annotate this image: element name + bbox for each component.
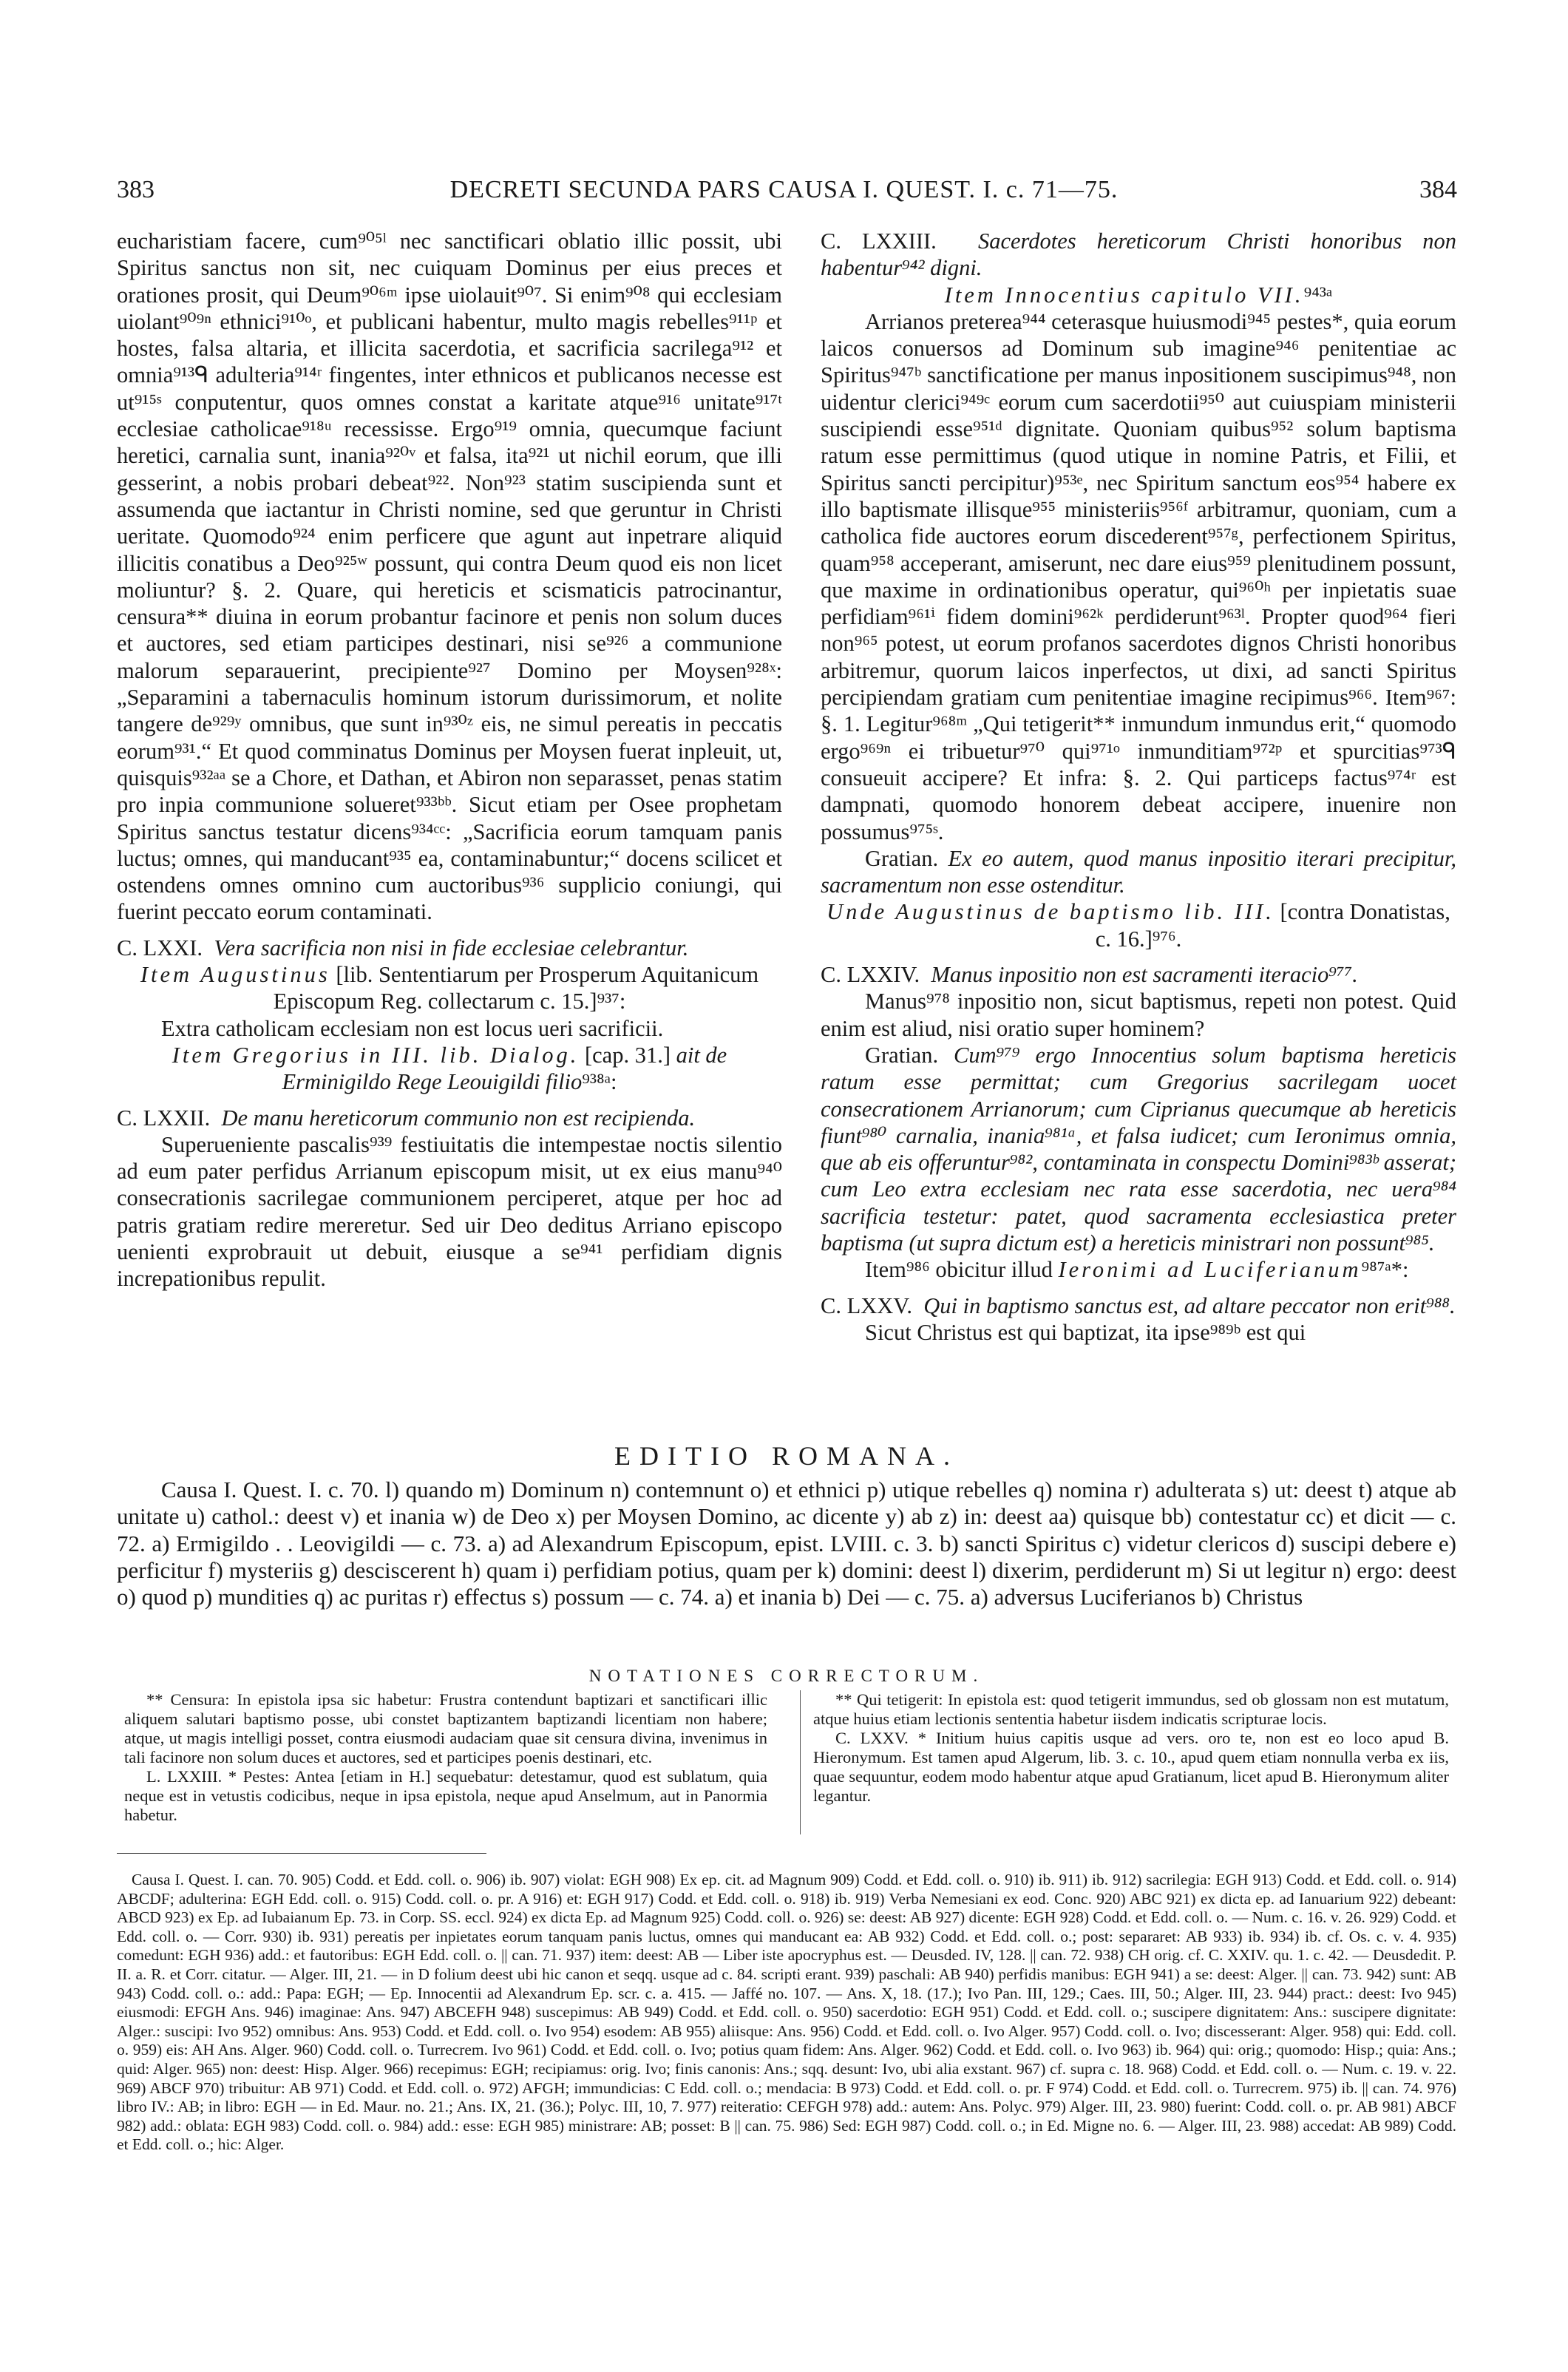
canon-73-heading [821, 228, 1456, 282]
gratian-dictum-1 [821, 845, 1456, 899]
source-author: Item Augustinus [140, 962, 330, 988]
canon-73-source [821, 282, 1456, 308]
notationes-left [124, 1690, 767, 1825]
editio-romana-text: Causa I. Quest. I. c. 70. l) quando m) Dominum n) contemnunt o) et ethnici p) utique rebelles q) nomina r) adulterata s) ut: deest t) atque ab unitate u) cathol.: deest v) et inania w) de Deo x) per Moysen Domino, ac dicente y) ab z) in: deest aa) quisque bb) contestatur cc) et dicit — c. 72. a) Ermigildo . . Leovigildi — c. 73. a) ad Alexandrum Episcopum, epist. LVIII. c. 3. b) sancti Spiritus c) videtur clericos d) suscipi debere e) perficitur f) mysteriis g) desciscerent h) quam i) perfidiam potius, quam per k) domini: deest l) dixerim, perdiderunt m) Si ut legitur n) ergo: deest o) quod p) mundities q) ac puritas r) effectus s) possum — c. 74. a) et inania b) Dei — c. 75. a) adversus Luciferianos b) Christus [117, 1477, 1456, 1610]
page-number-right: 384 [1419, 176, 1457, 203]
canon-71-text: Extra catholicam ecclesiam non est locus ueri sacrificii. [161, 1015, 664, 1041]
notationes-divider [800, 1690, 801, 1834]
source-context: ait de Erminigildo Rege Leouigildi filio [282, 1042, 727, 1095]
notation-qui-tetigerit: ** Qui tetigerit: In epistola est: quod tetigerit immundus, sed ob glossam non est mutatum, atque huius etiam lectionis sententia habetur iisdem indicatis scripturae locis. [813, 1690, 1449, 1728]
canon-71-source [117, 961, 782, 1015]
canon-rubric: De manu hereticorum communio non est recipienda. [221, 1105, 696, 1131]
canon-75-source [821, 1256, 1456, 1283]
critical-apparatus [117, 1871, 1456, 2155]
canon-number: C. LXXIV. [821, 962, 920, 988]
source-author: Item Gregorius in III. lib. Dialog. [172, 1042, 580, 1068]
source-author: Item Innocentius capitulo VII. [944, 282, 1304, 308]
canon-rubric: Vera sacrificia non nisi in fide ecclesiae celebrantur. [214, 935, 689, 960]
source-reference: [lib. Sententiarum per Prosperum Aquitanicum Episcopum Reg. collectarum c. 15.]⁹³⁷: [273, 962, 759, 1014]
source-author: Ieronimi ad Luciferianum [1058, 1257, 1362, 1283]
gratian-label: Gratian. [865, 1042, 954, 1068]
canon-72-source [117, 1042, 782, 1096]
notation-censura: ** Censura: In epistola ipsa sic habetur: Frustra contendunt baptizari et sanctificari illic aliquem salutari baptismo posse, ubi constet baptizantem baptizandi licentiam non habere; atque, ut magis intelligi posset, contra eiusmodi audaciam quae sit censura divina, invenimus in tali facinore non solum duces et auctores, sed et participes poenis destinari, etc. [124, 1690, 767, 1766]
canon-72-heading [117, 1105, 782, 1131]
canon-number: C. LXXIII. [821, 228, 937, 254]
canon-75-heading [821, 1292, 1456, 1319]
canon-rubric: Qui in baptismo sanctus est, ad altare peccator non erit⁹⁸⁸. [923, 1292, 1456, 1318]
canon-74-text: Manus⁹⁷⁸ inpositio non, sicut baptismus, repeti non potest. Quid enim est aliud, nisi oratio super hominem? [821, 989, 1456, 1041]
apparatus-text: Causa I. Quest. I. can. 70. 905) Codd. et Edd. coll. o. 906) ib. 907) violat: EGH 908) Ex ep. cit. ad Magnum 909) Codd. et Edd. coll. o. 910) ib. 911) ib. 912) sacrilegia: EGH 913) Codd. et Edd. coll. o. 914) ABCDF; adulterina: EGH Edd. coll. o. 915) Codd. coll. o. pr. A 916) et: EGH 917) Codd. et Edd. coll. o. 918) ib. 919) Verba Nemesiani ex eod. Conc. 920) ABC 921) ex dicta ep. ad Ianuarium 922) debeant: ABCD 923) ex Ep. ad Iubaianum Ep. 73. in Corp. SS. eccl. 924) ex dicta Ep. ad Magnum 925) Codd. coll. o. 926) se: deest: AB 927) dicente: EGH 928) Codd. et Edd. coll. o. — Num. c. 16. v. 26. 929) Codd. et Edd. coll. o. — Corr. 930) ib. 931) pereatis per inpietates eorum tanquam panis luctus, omnes qui manducant ea: AB 932) Codd. et Edd. coll. o.; post: separaret: AB 933) ib. 934) ib. cf. Os. c. v. 4. 935) comedunt: EGH 936) add.: et fautoribus: EGH Edd. coll. o. || can. 71. 937) item: deest: AB — Liber iste apocryphus est. — Deusded. IV, 128. || can. 72. 938) CH orig. cf. C. XXIV. qu. 1. c. 42. — Deusdedit. P. II. a. R. et Corr. citatur. — Alger. III, 21. — in D folium deest ubi hic canon et seqq. usque ad c. 84. scripti erant. 939) paschali: AB 940) perfidis manibus: EGH 941) a se: deest: Alger. || can. 73. 942) sunt: AB 943) Codd. coll. o.: add.: Papa: EGH; — Ep. Innocentii ad Alexandrum Ep. scr. c. a. 415. — Jaffé no. 107. — Ans. X, 18. (17.); Ivo Pan. III, 129.; Caes. III, 50.; Alger. III, 23. 944) pract.: deest: Ivo 945) eiusmodi: EFGH Ans. 946) imaginae: Ans. 947) ABCEFH 948) suscepimus: AB 949) Codd. et Edd. coll. o. 950) sacerdotio: EGH 951) Codd. et Edd. coll. o.; suscipere dignitatem: Ans.: suscipere dignitate: Alger.: suscipi: Ivo 952) omnibus: Ans. 953) Codd. et Edd. coll. o. Ivo 954) esodem: AB 955) aliisque: Ans. 956) Codd. et Edd. coll. o. Ivo Alger. 957) Codd. coll. o. Ivo; discesserant: Alger. 958) qui: Edd. coll. o. 959) eis: AH Ans. Alger. 960) Codd. coll. o. Turrecrem. Ivo 961) Codd. et Edd. coll. o. Ivo; potius quam fidem: Ans. Alger. 962) Codd. et Edd. coll. o. Ivo 963) ib. 964) qui: orig.; quomodo: Hisp.; quia: Ans.; quid: Alger. 965) non: deest: Hisp. Alger. 966) recepimus: EGH; recipiamus: orig. Ivo; finis canonis: Ans.; sqq. desunt: Ivo, ubi alia exstant. 967) cf. supra c. 18. 968) Codd. et Edd. coll. o. — Num. c. 19. v. 22. 969) ABCF 970) tribuitur: AB 971) Codd. et Edd. coll. o. 972) AFGH; immundicias: C Edd. coll. o.; mendacia: B 973) Codd. et Edd. coll. o. pr. F 974) Codd. et Edd. coll. o. Turrecrem. 975) ib. || can. 74. 976) libro IV.: AB; in libro: EGH — in Ed. Maur. no. 21.; Ans. IX, 21. (36.); Polyc. III, 10, 7. 977) reiteratio: CEFGH 978) add.: autem: Ans. Polyc. 979) Alger. III, 23. 980) fuerint: Codd. coll. o. pr. AB 981) ABCF 982) add.: oblata: EGH 983) Codd. coll. o. 984) add.: esse: EGH 985) ministrare: AB; posset: B || can. 75. 986) Sed: EGH 987) Codd. coll. o.; in Ed. Migne no. 6. — Alger. III, 23. 988) accedat: AB 989) Codd. et Edd. coll. o.; hic: Alger. [117, 1871, 1456, 2154]
source-reference: [cap. 31.] [579, 1042, 676, 1068]
source-reference: [contra Donatistas, c. 16.]⁹⁷⁶. [1095, 899, 1450, 952]
footnote-rule [117, 1853, 486, 1854]
source-note-marker: ⁹⁴³ᵃ [1303, 282, 1333, 308]
page-header [0, 176, 1568, 213]
source-intro: Item⁹⁸⁶ obicitur illud [865, 1257, 1059, 1283]
canon-number: C. LXXV. [821, 1292, 912, 1318]
canon-number: C. LXXI. [117, 935, 203, 960]
editio-romana-body [117, 1477, 1456, 1610]
running-title: DECRETI SECUNDA PARS CAUSA I. QUEST. I. c. 71—75. [449, 176, 1119, 203]
left-column [117, 228, 782, 1292]
canon-71-heading [117, 935, 782, 961]
notation-c75: C. LXXV. * Initium huius capitis usque ad vers. oro te, non est eo loco apud B. Hieronymum. Est tamen apud Algerum, lib. 3. c. 10., apud quem etiam nonnulla verba ex iis, quae sequuntur, eodem modo habentur atque apud Gratianum, licet apud B. Hieronymum aliter legantur. [813, 1729, 1449, 1805]
notationes-right [813, 1690, 1449, 1806]
canon-74-source [821, 898, 1456, 952]
canon-70-continuation: eucharistiam facere, cum⁹⁰⁵ˡ nec sanctificari oblatio illic possit, ubi Spiritus sanctus non sit, nec cuiquam Dominus per eius preces et orationes prosit, qui Deum⁹⁰⁶ᵐ ipse uiolauit⁹⁰⁷. Si enim⁹⁰⁸ qui ecclesiam uiolant⁹⁰⁹ⁿ ethnici⁹¹⁰ᵒ, et publicani habentur, multo magis rebelles⁹¹¹ᵖ et hostes, falsa altaria, et illicita sacerdotia, et sacrificia sacrilega⁹¹² et omnia⁹¹³ᑫ adulteria⁹¹⁴ʳ fingentes, inter ethnicos et publicanos necesse est ut⁹¹⁵ˢ conputentur, quos omnes constat a karitate atque⁹¹⁶ unitate⁹¹⁷ᵗ ecclesiae catholicae⁹¹⁸ᵘ recessisse. Ergo⁹¹⁹ omnia, quecumque faciunt heretici, carnalia sunt, inania⁹²⁰ᵛ et falsa, ita⁹²¹ ut nichil eorum, que illi gesserint, a nobis probari debeat⁹²². Non⁹²³ statim suscipienda sunt et assumenda que iactantur in Christi nomine, sed que geruntur in Christi ueritate. Quomodo⁹²⁴ enim perficere que agunt aut inpetrare aliquid illicitis conatibus a Deo⁹²⁵ʷ possunt, qui contra Deum quod eis non licet moliuntur? §. 2. Quare, qui hereticis et scismaticis patrocinantur, censura** diuina in eorum probantur facinore et penis non solum duces et auctores, sed etiam participes destinari, nisi se⁹²⁶ a communione malorum separauerint, precipiente⁹²⁷ Domino per Moysen⁹²⁸ˣ: „Separamini a tabernaculis hominum istorum durissimorum, et nolite tangere de⁹²⁹ʸ omnibus, que sunt in⁹³⁰ᶻ eis, ne simul pereatis in peccatis eorum⁹³¹.“ Et quod comminatus Dominus per Moysen fuerat inpleuit, ut, quisquis⁹³²ᵃᵃ se a Chore, et Dathan, et Abiron non separasset, penas statim pro inpia communione solueret⁹³³ᵇᵇ. Sicut etiam per Osee prophetam Spiritus sanctus testatur dicens⁹³⁴ᶜᶜ: „Sacrificia eorum tamquam panis luctus; omnes, qui manducant⁹³⁵ ea, contaminabuntur;“ docens scilicet et ostendens omnes omnino cum auctoribus⁹³⁶ supplicio coniungi, qui fuerint peccato eorum contaminati. [117, 228, 782, 925]
right-column [821, 228, 1456, 1346]
canon-72-text: Superueniente pascalis⁹³⁹ festiuitatis die intempestae noctis silentio ad eum pater perfidus Arrianum episcopum misit, ut ex eius manu⁹⁴⁰ consecrationis sacrilegae communionem perciperet, atque per hoc ad patris gratiam redire mereretur. Sed uir Deo deditus Arriano episcopo uenienti exprobrauit ut debuit, eiusque a se⁹⁴¹ perfidiam dignis increpationibus repulit. [117, 1131, 782, 1292]
source-note-marker: ⁹⁸⁷ᵃ*: [1361, 1257, 1409, 1283]
gratian-label: Gratian. [865, 845, 948, 871]
canon-rubric: Manus inpositio non est sacramenti iteracio⁹⁷⁷. [931, 962, 1358, 988]
notation-pestes: L. LXXIII. * Pestes: Antea [etiam in H.] sequebatur: detestamur, quod est sublatum, quia neque est in vetustis codicibus, neque in ipsa epistola, neque apud Anselmum, aut in Panormia habetur. [124, 1767, 767, 1824]
canon-75-text: Sicut Christus est qui baptizat, ita ipse⁹⁸⁹ᵇ est qui [865, 1319, 1306, 1345]
source-author: Unde Augustinus de baptismo lib. III. [827, 899, 1275, 925]
canon-rubric: Sacerdotes hereticorum Christi honoribus non habentur⁹⁴² digni. [821, 228, 1457, 281]
canon-number: C. LXXII. [117, 1105, 211, 1131]
gratian-text: Ex eo autem, quod manus inpositio iterari precipitur, sacramentum non esse ostenditur. [821, 845, 1456, 898]
canon-73-text: Arrianos preterea⁹⁴⁴ ceterasque huiusmodi⁹⁴⁵ pestes*, quia eorum laicos conuersos ad Dominum sub imagine⁹⁴⁶ penitentiae ac Spiritus⁹⁴⁷ᵇ sanctificatione per manus inpositionem suscipimus⁹⁴⁸, non uidentur clerici⁹⁴⁹ᶜ eorum cum sacerdotii⁹⁵⁰ aut cuiuspiam ministerii suscipiendi esse⁹⁵¹ᵈ dignitate. Quoniam quibus⁹⁵² solum baptisma ratum esse permittimus (quod utique in nomine Patris, et Filii, et Spiritus sancti percipitur)⁹⁵³ᵉ, nec Spiritum sanctum eos⁹⁵⁴ habere ex illo baptismate illisque⁹⁵⁵ ministeriis⁹⁵⁶ᶠ arbitramur, quoniam, cum a catholica fide auctores eorum discederent⁹⁵⁷ᵍ, perfectionem Spiritus, quam⁹⁵⁸ acceperant, amiserunt, nec dare eius⁹⁵⁹ plenitudinem possunt, que maxime in ordinationibus operatur, qui⁹⁶⁰ʰ per inpietatis suae perfidiam⁹⁶¹ⁱ fidem domini⁹⁶²ᵏ perdiderunt⁹⁶³ˡ. Propter quod⁹⁶⁴ fieri non⁹⁶⁵ potest, ut eorum profanos sacerdotes dignos Christi honoribus arbitremur, quorum laicos inperfectos, ut dixi, ad sancti Spiritus percipiendam gratiam cum penitentiae imagine recipimus⁹⁶⁶. Item⁹⁶⁷: §. 1. Legitur⁹⁶⁸ᵐ „Qui tetigerit** inmundum inmundus erit,“ quomodo ergo⁹⁶⁹ⁿ ei tribuetur⁹⁷⁰ qui⁹⁷¹ᵒ inmunditiam⁹⁷²ᵖ et spurcitias⁹⁷³ᑫ consueuit accipere? Et infra: §. 2. Qui particeps factus⁹⁷⁴ʳ est dampnati, quomodo honorem debeat accipere, inuenire non possumus⁹⁷⁵ˢ. [821, 308, 1456, 844]
notationes-title: NOTATIONES CORRECTORUM. [588, 1667, 985, 1685]
editio-romana-title: EDITIO ROMANA. [614, 1441, 959, 1471]
page-number-left: 383 [117, 176, 155, 203]
source-note-marker: ⁹³⁸ᵃ: [582, 1069, 617, 1095]
gratian-text: Cum⁹⁷⁹ ergo Innocentius solum baptisma hereticis ratum esse permittat; cum Gregorius sacrilegam uocet consecrationem Arrianorum; cum Ciprianus quecumque ab hereticis fiunt⁹⁸⁰ carnalia, inania⁹⁸¹ᵃ, et falsa iudicet; cum Ieronimus omnia, que ab eis offeruntur⁹⁸², contaminata in conspectu Domini⁹⁸³ᵇ asserat; cum Leo extra ecclesiam nec rata esse sacerdotia, nec uera⁹⁸⁴ sacrificia testetur: patet, quod sacramenta ecclesiastica preter baptisma (ut supra dictum est) a hereticis ministrari non possunt⁹⁸⁵. [821, 1042, 1456, 1256]
gratian-dictum-2 [821, 1042, 1456, 1256]
canon-74-heading [821, 961, 1456, 988]
